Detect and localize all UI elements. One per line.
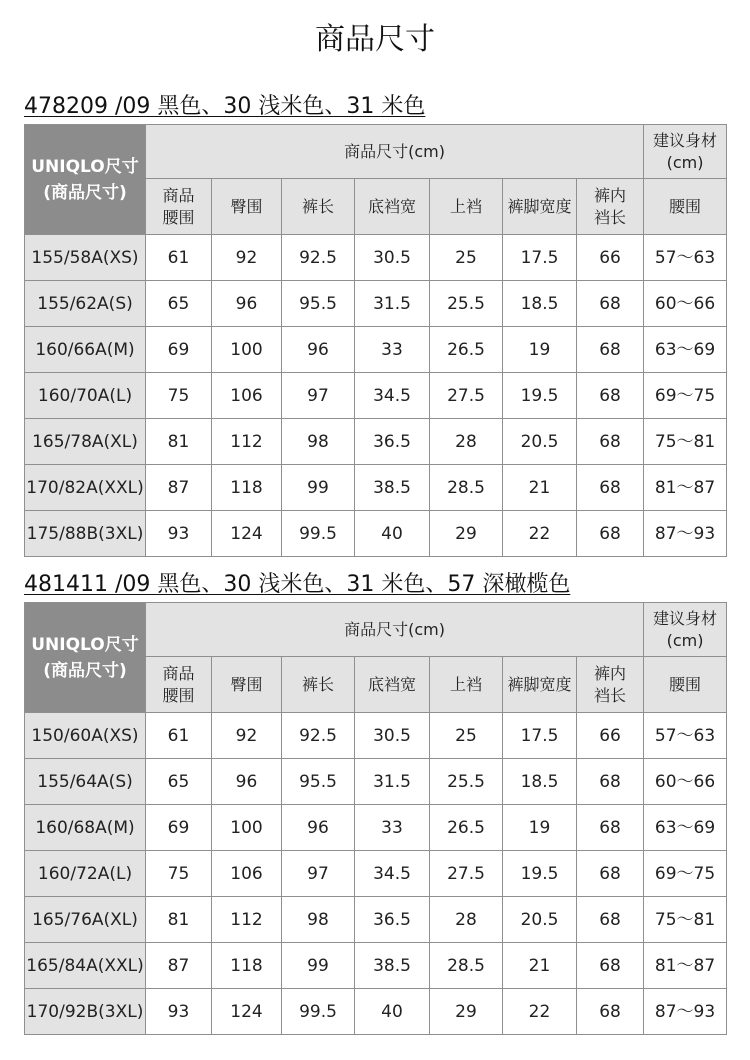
- column-header: 商品腰围: [146, 179, 212, 235]
- value-cell: 100: [212, 327, 282, 373]
- value-cell: 21: [503, 943, 577, 989]
- value-cell: 28: [430, 897, 503, 943]
- value-cell: 31.5: [355, 281, 430, 327]
- table-row: [25, 235, 727, 281]
- column-header: 裤长: [282, 657, 355, 713]
- value-cell: 31.5: [355, 759, 430, 805]
- value-cell: 87: [146, 943, 212, 989]
- value-cell: 38.5: [355, 943, 430, 989]
- suggested-body-header: [644, 125, 727, 179]
- table-row: [25, 511, 727, 557]
- value-cell: 68: [577, 851, 644, 897]
- column-header: 裤内裆长: [577, 179, 644, 235]
- product-size-group-header: 商品尺寸(cm): [146, 125, 644, 179]
- section-heading: 478209 /09 黑色、30 浅米色、31 米色: [24, 94, 426, 119]
- value-cell: 68: [577, 943, 644, 989]
- value-cell: 87～93: [644, 989, 727, 1035]
- column-header: 底裆宽: [355, 179, 430, 235]
- value-cell: 63～69: [644, 327, 727, 373]
- value-cell: 25: [430, 235, 503, 281]
- value-cell: 28.5: [430, 465, 503, 511]
- value-cell: 99: [282, 943, 355, 989]
- value-cell: 96: [212, 759, 282, 805]
- column-header: 臀围: [212, 179, 282, 235]
- value-cell: 81～87: [644, 943, 727, 989]
- value-cell: 40: [355, 989, 430, 1035]
- value-cell: 124: [212, 989, 282, 1035]
- value-cell: 106: [212, 373, 282, 419]
- size-label-cell: 160/70A(L): [25, 373, 146, 419]
- column-header: 商品腰围: [146, 657, 212, 713]
- value-cell: 61: [146, 713, 212, 759]
- value-cell: 66: [577, 235, 644, 281]
- column-header-waist: 腰围: [644, 179, 727, 235]
- table-row: [25, 419, 727, 465]
- value-cell: 100: [212, 805, 282, 851]
- table-row: [25, 713, 727, 759]
- value-cell: 112: [212, 897, 282, 943]
- value-cell: 99.5: [282, 511, 355, 557]
- value-cell: 34.5: [355, 851, 430, 897]
- table-row: [25, 943, 727, 989]
- value-cell: 33: [355, 805, 430, 851]
- value-cell: 26.5: [430, 327, 503, 373]
- value-cell: 98: [282, 897, 355, 943]
- value-cell: 60～66: [644, 759, 727, 805]
- value-cell: 87: [146, 465, 212, 511]
- value-cell: 124: [212, 511, 282, 557]
- table-row: [25, 759, 727, 805]
- suggested-body-unit: (cm): [666, 152, 704, 172]
- suggested-body-label: 建议身材: [653, 608, 718, 628]
- value-cell: 106: [212, 851, 282, 897]
- size-label-cell: 170/82A(XXL): [25, 465, 146, 511]
- value-cell: 97: [282, 851, 355, 897]
- value-cell: 75～81: [644, 897, 727, 943]
- value-cell: 17.5: [503, 713, 577, 759]
- value-cell: 27.5: [430, 373, 503, 419]
- value-cell: 57～63: [644, 713, 727, 759]
- value-cell: 99: [282, 465, 355, 511]
- value-cell: 63～69: [644, 805, 727, 851]
- size-label-cell: 170/92B(3XL): [25, 989, 146, 1035]
- value-cell: 25.5: [430, 759, 503, 805]
- column-header-waist: 腰围: [644, 657, 727, 713]
- value-cell: 97: [282, 373, 355, 419]
- value-cell: 40: [355, 511, 430, 557]
- value-cell: 68: [577, 511, 644, 557]
- product-size-label: (商品尺寸): [43, 660, 127, 681]
- suggested-body-label: 建议身材: [653, 130, 718, 150]
- value-cell: 75: [146, 851, 212, 897]
- value-cell: 69: [146, 327, 212, 373]
- size-label-cell: 165/84A(XXL): [25, 943, 146, 989]
- column-header: 臀围: [212, 657, 282, 713]
- value-cell: 81: [146, 897, 212, 943]
- value-cell: 118: [212, 465, 282, 511]
- value-cell: 34.5: [355, 373, 430, 419]
- value-cell: 68: [577, 281, 644, 327]
- value-cell: 22: [503, 511, 577, 557]
- size-label-cell: 175/88B(3XL): [25, 511, 146, 557]
- value-cell: 69～75: [644, 851, 727, 897]
- value-cell: 33: [355, 327, 430, 373]
- value-cell: 96: [212, 281, 282, 327]
- value-cell: 81～87: [644, 465, 727, 511]
- table-row: [25, 989, 727, 1035]
- table-row: [25, 327, 727, 373]
- value-cell: 98: [282, 419, 355, 465]
- value-cell: 68: [577, 465, 644, 511]
- table-row: [25, 805, 727, 851]
- value-cell: 27.5: [430, 851, 503, 897]
- value-cell: 61: [146, 235, 212, 281]
- value-cell: 92: [212, 235, 282, 281]
- value-cell: 28: [430, 419, 503, 465]
- value-cell: 36.5: [355, 897, 430, 943]
- product-size-label: (商品尺寸): [43, 182, 127, 203]
- value-cell: 18.5: [503, 759, 577, 805]
- value-cell: 93: [146, 989, 212, 1035]
- page-title: 商品尺寸: [315, 22, 435, 57]
- size-label-cell: 155/64A(S): [25, 759, 146, 805]
- brand-size-label: UNIQLO尺寸: [31, 156, 139, 177]
- size-table: [24, 124, 727, 557]
- value-cell: 68: [577, 327, 644, 373]
- size-label-cell: 155/62A(S): [25, 281, 146, 327]
- column-header: 底裆宽: [355, 657, 430, 713]
- table-row: [25, 281, 727, 327]
- table-row: [25, 897, 727, 943]
- value-cell: 69: [146, 805, 212, 851]
- section-heading: 481411 /09 黑色、30 浅米色、31 米色、57 深橄榄色: [24, 572, 571, 597]
- value-cell: 66: [577, 713, 644, 759]
- table-row: [25, 373, 727, 419]
- value-cell: 81: [146, 419, 212, 465]
- column-header: 裤脚宽度: [503, 657, 577, 713]
- column-header: 上裆: [430, 657, 503, 713]
- value-cell: 92.5: [282, 235, 355, 281]
- size-label-cell: 160/66A(M): [25, 327, 146, 373]
- value-cell: 20.5: [503, 897, 577, 943]
- value-cell: 95.5: [282, 281, 355, 327]
- value-cell: 92.5: [282, 713, 355, 759]
- value-cell: 118: [212, 943, 282, 989]
- column-header: 裤脚宽度: [503, 179, 577, 235]
- value-cell: 26.5: [430, 805, 503, 851]
- size-table: [24, 602, 727, 1035]
- value-cell: 17.5: [503, 235, 577, 281]
- value-cell: 96: [282, 327, 355, 373]
- value-cell: 29: [430, 989, 503, 1035]
- value-cell: 19: [503, 327, 577, 373]
- value-cell: 65: [146, 281, 212, 327]
- value-cell: 19: [503, 805, 577, 851]
- value-cell: 69～75: [644, 373, 727, 419]
- value-cell: 20.5: [503, 419, 577, 465]
- value-cell: 38.5: [355, 465, 430, 511]
- value-cell: 36.5: [355, 419, 430, 465]
- value-cell: 30.5: [355, 713, 430, 759]
- value-cell: 57～63: [644, 235, 727, 281]
- value-cell: 68: [577, 759, 644, 805]
- value-cell: 93: [146, 511, 212, 557]
- value-cell: 22: [503, 989, 577, 1035]
- value-cell: 65: [146, 759, 212, 805]
- value-cell: 95.5: [282, 759, 355, 805]
- table-row: [25, 465, 727, 511]
- value-cell: 87～93: [644, 511, 727, 557]
- suggested-body-unit: (cm): [666, 630, 704, 650]
- value-cell: 75: [146, 373, 212, 419]
- column-header: 上裆: [430, 179, 503, 235]
- value-cell: 96: [282, 805, 355, 851]
- value-cell: 68: [577, 805, 644, 851]
- size-label-cell: 165/76A(XL): [25, 897, 146, 943]
- value-cell: 29: [430, 511, 503, 557]
- value-cell: 75～81: [644, 419, 727, 465]
- value-cell: 19.5: [503, 373, 577, 419]
- value-cell: 28.5: [430, 943, 503, 989]
- value-cell: 68: [577, 897, 644, 943]
- value-cell: 21: [503, 465, 577, 511]
- brand-size-header: [25, 125, 146, 235]
- value-cell: 30.5: [355, 235, 430, 281]
- suggested-body-header: [644, 603, 727, 657]
- value-cell: 112: [212, 419, 282, 465]
- value-cell: 68: [577, 373, 644, 419]
- size-label-cell: 155/58A(XS): [25, 235, 146, 281]
- value-cell: 68: [577, 989, 644, 1035]
- brand-size-label: UNIQLO尺寸: [31, 634, 139, 655]
- size-label-cell: 160/68A(M): [25, 805, 146, 851]
- value-cell: 18.5: [503, 281, 577, 327]
- value-cell: 25.5: [430, 281, 503, 327]
- value-cell: 99.5: [282, 989, 355, 1035]
- table-row: [25, 851, 727, 897]
- value-cell: 92: [212, 713, 282, 759]
- value-cell: 60～66: [644, 281, 727, 327]
- size-label-cell: 150/60A(XS): [25, 713, 146, 759]
- size-label-cell: 165/78A(XL): [25, 419, 146, 465]
- product-size-group-header: 商品尺寸(cm): [146, 603, 644, 657]
- brand-size-header: [25, 603, 146, 713]
- value-cell: 25: [430, 713, 503, 759]
- column-header: 裤长: [282, 179, 355, 235]
- size-label-cell: 160/72A(L): [25, 851, 146, 897]
- column-header: 裤内裆长: [577, 657, 644, 713]
- value-cell: 68: [577, 419, 644, 465]
- value-cell: 19.5: [503, 851, 577, 897]
